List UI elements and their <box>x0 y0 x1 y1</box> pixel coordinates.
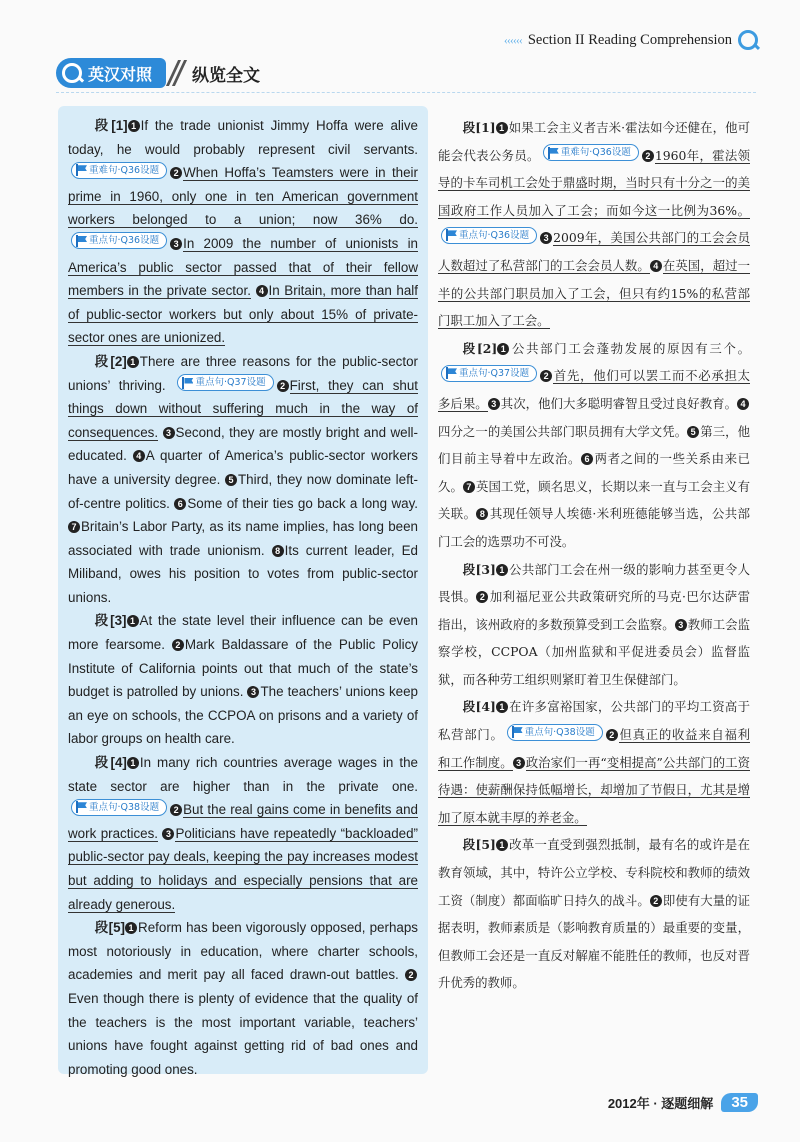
sentence: 第三，他们目前主导着中左政治。 <box>438 423 751 467</box>
paragraph-label: 段[1] <box>462 120 496 135</box>
paragraph-label: 段[3] <box>94 613 127 629</box>
sentence-number: 1 <box>496 701 508 713</box>
sentence: 其现任领导人埃德·米利班德能够当选，公共部门工会的选票功不可没。 <box>438 506 750 549</box>
sentence: Reform has been vigorously opposed, perhaps most notoriously in education, where charter schools, academies and merit pay all faced drawn-out battles. <box>68 920 419 983</box>
sentence-number: 1 <box>496 122 508 134</box>
chinese-paragraph-3 <box>438 556 750 694</box>
sentence: The teachers’ unions keep an eye on schools, the CCPOA on prisons and a variety of labor groups on health care. <box>68 684 418 747</box>
sentence-number: 8 <box>272 545 284 557</box>
sentence: But the real gains come in benefits and work practices. <box>68 802 418 841</box>
sentence: First, they can shut things down without suffering much in the way of consequences. <box>68 377 418 440</box>
sentence-number: 3 <box>675 619 687 631</box>
english-paragraph-5 <box>68 916 418 1081</box>
magnifier-icon <box>738 30 758 50</box>
sentence-number: 6 <box>581 453 593 465</box>
chinese-paragraph-1 <box>438 114 750 335</box>
paragraph-label: 段[1] <box>94 118 128 133</box>
sentence-number: 4 <box>650 260 662 272</box>
magnifier-icon <box>62 63 82 83</box>
sentence-number: 3 <box>162 828 174 840</box>
sentence-number: 2 <box>172 639 184 651</box>
flag-icon <box>75 801 87 813</box>
question-tag: 重点句·Q37设题 <box>441 365 537 382</box>
header-arrows: ‹‹‹‹‹‹ <box>503 32 522 47</box>
paragraph-label: 段[2] <box>94 353 127 369</box>
paragraph-label: 段[2] <box>462 340 498 356</box>
sentence: A quarter of America’s public-sector workers have a university degree. <box>68 448 418 487</box>
sentence-number: 2 <box>642 150 654 162</box>
chinese-paragraph-4 <box>438 693 750 831</box>
sentence-number: 6 <box>174 498 186 510</box>
paragraph-label: 段[4] <box>94 755 127 771</box>
sentence-number: 5 <box>687 426 699 438</box>
sentence: In many rich countries average wages in the state sector are higher than in the private one. <box>68 755 418 794</box>
book-title: 2012年 · 逐题细解 <box>607 1096 714 1111</box>
flag-icon <box>75 235 87 247</box>
sentence-number: 1 <box>496 564 508 576</box>
sentence: 首先，他们可以罢工而不必承担太多后果。 <box>438 368 750 411</box>
slash-decoration <box>170 58 186 88</box>
sentence: 公共部门工会蓬勃发展的原因有三个。 <box>510 340 750 356</box>
sentence: Mark Baldassare of the Public Policy Institute of California points out that much of the state’s budget is patrolled by unions. <box>68 637 418 700</box>
english-paragraph-4 <box>68 751 418 916</box>
sentence-number: 1 <box>497 343 509 355</box>
sentence: 其次，他们大多聪明睿智且受过良好教育。 <box>500 395 738 411</box>
paragraph-label: 段[5] <box>462 837 496 853</box>
chinese-paragraph-5 <box>438 831 750 997</box>
sentence-number: 3 <box>540 232 552 244</box>
paragraph-label: 段[5] <box>94 920 126 936</box>
sentence: 政治家们一再“变相提高”公共部门的工资待遇：使薪酬保持低幅增长，却增加了节假日，尤其是增加了原本就丰厚的养老金。 <box>438 754 751 825</box>
sentence: When Hoffa’s Teamsters were in their prime in 1960, only one in ten American government workers belonged to a union; now 36% do. <box>68 165 418 228</box>
sentence-number: 1 <box>127 757 139 769</box>
flag-icon <box>75 164 87 176</box>
title-label: 英汉对照 <box>88 66 153 84</box>
question-tag: 重难句·Q36设题 <box>71 162 167 179</box>
sentence-number: 2 <box>170 804 182 816</box>
sentence: If the trade unionist Jimmy Hoffa were alive today, he would probably represent civil servants. <box>68 118 418 157</box>
sentence-number: 5 <box>225 474 237 486</box>
sentence: Second, they are mostly bright and well-educated. <box>68 424 418 464</box>
flag-icon <box>181 377 193 389</box>
sentence-number: 3 <box>170 238 182 250</box>
sentence: 在英国，超过一半的公共部门职员加入了工会，但只有约15%的私营部门职工加入了工会。 <box>438 257 751 329</box>
title-pill <box>56 58 166 88</box>
question-tag: 重点句·Q37设题 <box>177 374 273 391</box>
sentence-number: 2 <box>170 167 182 179</box>
chinese-column <box>438 106 750 1074</box>
sentence: In 2009 the number of unionists in America’s public sector passed that of their fellow members in the private sector. <box>68 235 418 299</box>
sentence-number: 1 <box>496 839 508 851</box>
sentence-number: 7 <box>463 481 475 493</box>
sentence-number: 1 <box>127 615 139 627</box>
sentence: At the state level their influence can be even more fearsome. <box>68 613 418 653</box>
english-column <box>58 106 428 1077</box>
sentence-number: 2 <box>405 969 417 981</box>
english-paragraph-1 <box>68 114 418 350</box>
sentence: 即使有大量的证据表明，教师素质是（影响教育质量的）最重要的变量，但教师工会还是一直反对解雇不能胜任的教师，也反对晋升优秀的教师。 <box>438 892 751 991</box>
flag-icon <box>547 147 559 159</box>
title-subtitle: 纵览全文 <box>192 65 261 85</box>
sentence-number: 2 <box>606 729 618 741</box>
sentence: Politicians have repeatedly “backloaded” public-sector pay deals, keeping the pay increases modest but adding to holidays and especially pensions that are already generous. <box>68 825 419 912</box>
english-paragraph-3 <box>68 609 418 751</box>
sentence: 改革一直受到强烈抵制，最有名的或许是在教育领域，其中，特许公立学校、专科院校和教师的绩效工资（制度）都面临旷日持久的战斗。 <box>438 837 750 908</box>
question-tag: 重点句·Q38设题 <box>71 799 167 816</box>
sentence-number: 1 <box>127 356 139 368</box>
sentence-number: 2 <box>650 895 662 907</box>
sentence-number: 7 <box>68 521 80 533</box>
sentence: 但真正的收益来自福利和工作制度。 <box>438 727 751 770</box>
sentence: Even though there is plenty of evidence that the quality of the teachers is the most important variable, teachers’ unions have fought against getting rid of bad ones and promoting good ones. <box>68 990 418 1077</box>
sentence-number: 3 <box>488 398 500 410</box>
section-title: Section II Reading Comprehension <box>527 31 732 48</box>
english-paragraph-2 <box>68 350 418 610</box>
sentence: 1960年，霍法领导的卡车司机工会处于鼎盛时期，当时只有十分之一的美国政府工作人员加入了工会；而如今这一比例为36%。 <box>438 147 750 218</box>
sentence-number: 1 <box>125 922 137 934</box>
sentence: 加利福尼亚公共政策研究所的马克·巴尔达萨雷指出，该州政府的多数预算受到工会监察。 <box>438 589 750 632</box>
flag-icon <box>445 367 457 379</box>
sentence-number: 4 <box>133 450 145 462</box>
question-tag: 重点句·Q38设题 <box>507 724 603 741</box>
page-number: 35 <box>721 1093 758 1112</box>
chinese-paragraph-2 <box>438 335 750 556</box>
sentence: 在许多富裕国家，公共部门的平均工资高于私营部门。 <box>438 699 750 743</box>
sentence: Third, they now dominate left-of-centre politics. <box>68 471 418 511</box>
sentence-number: 4 <box>256 285 268 297</box>
paragraph-label: 段[3] <box>462 561 496 577</box>
sentence: In Britain, more than half of public-sector workers but only about 15% of private-sector ones are unionized. <box>68 283 418 346</box>
sentence: 2009年，美国公共部门的工会会员人数超过了私营部门的工会会员人数。 <box>438 230 750 273</box>
sentence-number: 3 <box>163 427 175 439</box>
sentence: 如果工会主义者吉米·霍法如今还健在，他可能会代表公务员。 <box>438 120 750 163</box>
sentence-number: 2 <box>277 380 289 392</box>
page-footer <box>608 1093 758 1112</box>
sentence: 两者之间的一些关系由来已久。 <box>438 451 750 494</box>
flag-icon <box>511 726 523 738</box>
sentence-number: 4 <box>737 398 749 410</box>
flag-icon <box>445 229 457 241</box>
sentence-number: 2 <box>540 370 552 382</box>
sentence: Britain’s Labor Party, as its name implies, has long been associated with trade unionism. <box>68 519 418 558</box>
divider <box>56 92 756 93</box>
title-bar <box>56 57 260 89</box>
paragraph-label: 段[4] <box>462 699 496 715</box>
sentence: 英国工党，顾名思义，长期以来一直与工会主义有关联。 <box>438 478 751 522</box>
sentence-number: 3 <box>247 686 259 698</box>
sentence-number: 1 <box>128 120 140 132</box>
sentence: There are three reasons for the public-sector unions’ thriving. <box>68 353 418 393</box>
sentence: 四分之一的美国公共部门职员拥有大学文凭。 <box>438 423 688 439</box>
sentence: Its current leader, Ed Miliband, owes his position to votes from public-sector unions. <box>68 542 418 605</box>
sentence: Some of their ties go back a long way. <box>187 495 419 511</box>
section-header <box>504 30 758 50</box>
sentence-number: 2 <box>476 591 488 603</box>
question-tag: 重难句·Q36设题 <box>543 144 639 161</box>
sentence-number: 3 <box>513 757 525 769</box>
sentence: 公共部门工会在州一级的影响力甚至更令人畏惧。 <box>438 561 750 605</box>
sentence: 教师工会监察学校，CCPOA（加州监狱和平促进委员会）监督监狱，而各种劳工组织则紧盯着卫生保健部门。 <box>438 616 751 687</box>
question-tag: 重点句·Q36设题 <box>441 227 537 244</box>
question-tag: 重点句·Q36设题 <box>71 232 167 249</box>
sentence-number: 8 <box>476 508 488 520</box>
